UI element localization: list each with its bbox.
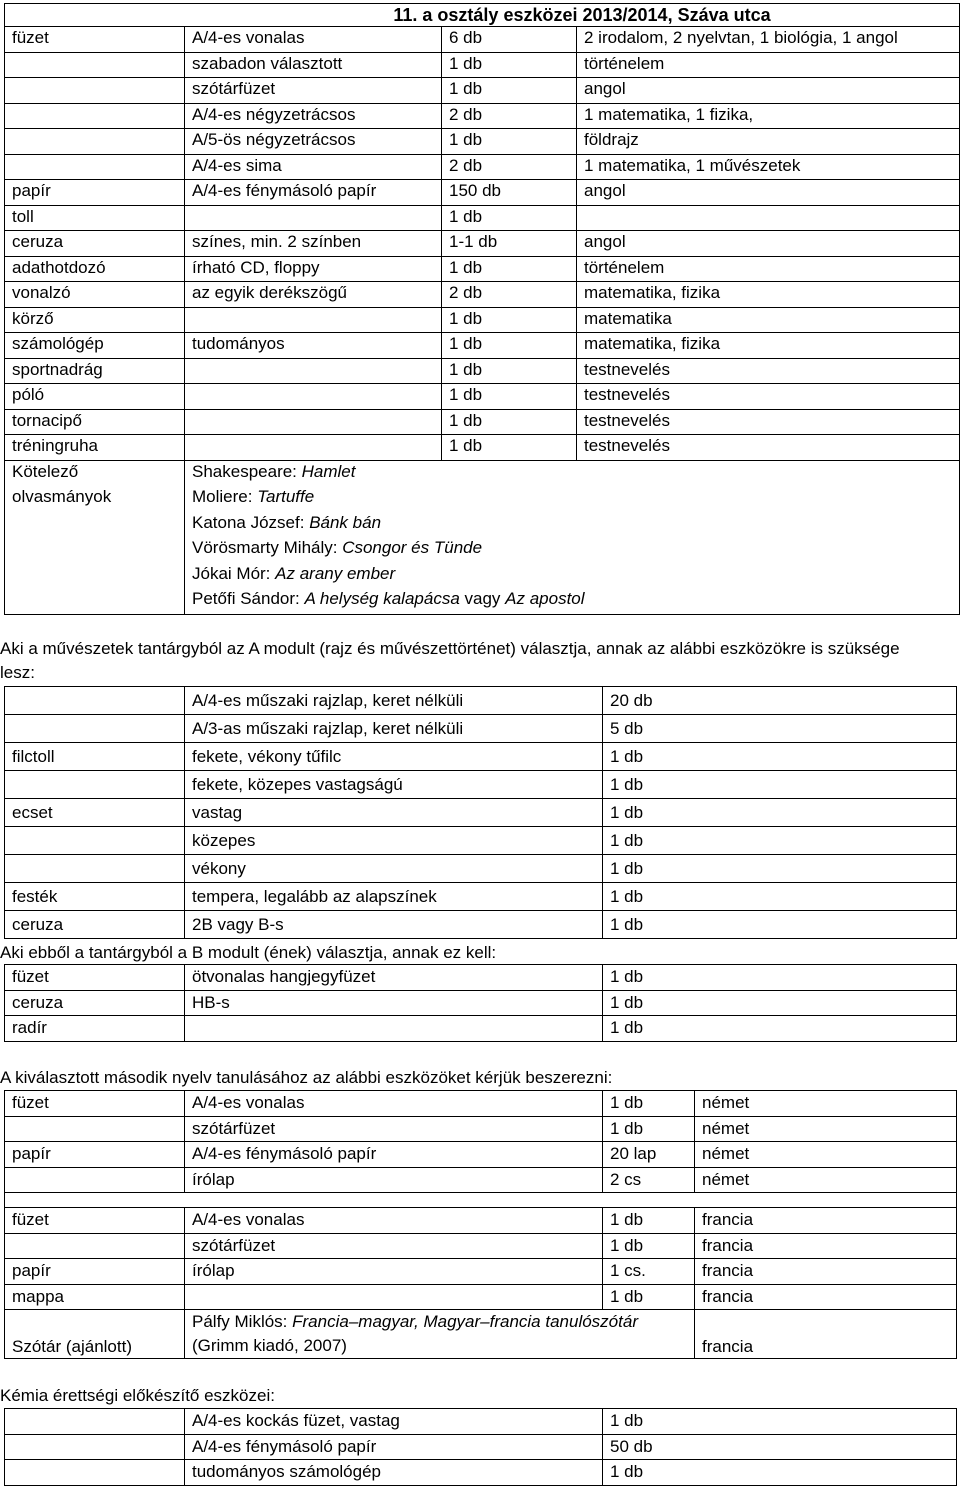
reading-item: Moliere: Tartuffe — [185, 486, 960, 512]
table-row — [5, 1091, 957, 1117]
main-equipment-table — [4, 3, 960, 615]
subject-cell: matematika, fizika — [577, 333, 960, 359]
lang-intro: A kiválasztott második nyelv tanulásához az alábbi eszközöket kérjük beszerezni: — [0, 1068, 613, 1087]
item-cell: füzet — [5, 965, 185, 991]
item-cell: ceruza — [5, 990, 185, 1016]
reading-item: Jókai Mór: Az arany ember — [185, 563, 960, 589]
table-row — [5, 883, 957, 911]
readings-row — [5, 588, 960, 614]
table-row — [5, 990, 957, 1016]
item-cell — [5, 855, 185, 883]
quantity-cell: 50 db — [603, 1434, 957, 1460]
subject-cell: 1 matematika, 1 fizika, — [577, 103, 960, 129]
item-cell: festék — [5, 883, 185, 911]
subject-cell: testnevelés — [577, 409, 960, 435]
table-row — [5, 282, 960, 308]
quantity-cell: 1 db — [603, 771, 957, 799]
table-row — [5, 1016, 957, 1042]
language-cell: francia — [695, 1233, 957, 1259]
table-row — [5, 52, 960, 78]
item-cell: körző — [5, 307, 185, 333]
readings-label-line1: Kötelező — [5, 460, 185, 486]
item-cell: papír — [5, 180, 185, 206]
language-table — [4, 1090, 957, 1359]
spec-cell: A/4-es vonalas — [185, 27, 442, 53]
item-cell — [5, 771, 185, 799]
table-row — [5, 1434, 957, 1460]
item-cell: radír — [5, 1016, 185, 1042]
item-cell — [5, 1434, 185, 1460]
table-row — [5, 256, 960, 282]
language-cell: francia — [695, 1259, 957, 1285]
spec-cell: tudományos számológép — [185, 1460, 603, 1486]
subject-cell — [577, 205, 960, 231]
language-cell: német — [695, 1167, 957, 1193]
chem-table — [4, 1408, 957, 1486]
spec-cell: A/4-es fénymásoló papír — [185, 1142, 603, 1168]
art-intro-line2: lesz: — [0, 663, 35, 682]
table-row — [5, 799, 957, 827]
item-cell: ceruza — [5, 911, 185, 939]
language-cell: német — [695, 1142, 957, 1168]
spec-cell — [185, 1284, 603, 1310]
table-row — [5, 1116, 957, 1142]
table-row — [5, 78, 960, 104]
quantity-cell: 1 db — [603, 1116, 695, 1142]
quantity-cell: 1 db — [603, 855, 957, 883]
table-row — [5, 1460, 957, 1486]
dictionary-label: Szótár (ajánlott) — [5, 1310, 185, 1359]
table-row — [5, 855, 957, 883]
spec-cell: A/4-es vonalas — [185, 1208, 603, 1234]
quantity-cell: 2 db — [442, 282, 577, 308]
readings-row — [5, 486, 960, 512]
spec-cell: A/4-es négyzetrácsos — [185, 103, 442, 129]
spec-cell: tudományos — [185, 333, 442, 359]
spec-cell: írólap — [185, 1259, 603, 1285]
spec-cell: írható CD, floppy — [185, 256, 442, 282]
readings-row — [5, 563, 960, 589]
spec-cell — [185, 435, 442, 461]
spec-cell — [185, 307, 442, 333]
quantity-cell: 1 db — [442, 435, 577, 461]
item-cell — [5, 1460, 185, 1486]
item-cell — [5, 1409, 185, 1435]
quantity-cell: 1 db — [603, 1409, 957, 1435]
spacer-row — [5, 1193, 957, 1208]
quantity-cell: 1 db — [603, 1284, 695, 1310]
table-row — [5, 409, 960, 435]
readings-label-empty — [5, 563, 185, 589]
item-cell — [5, 827, 185, 855]
reading-item: Shakespeare: Hamlet — [185, 460, 960, 486]
item-cell — [5, 129, 185, 155]
chem-intro: Kémia érettségi előkészítő eszközei: — [0, 1386, 275, 1405]
item-cell: füzet — [5, 27, 185, 53]
spec-cell: ötvonalas hangjegyfüzet — [185, 965, 603, 991]
spec-cell: vékony — [185, 855, 603, 883]
main-rows — [5, 27, 960, 461]
art-intro — [0, 637, 900, 685]
spec-cell — [185, 1016, 603, 1042]
table-row — [5, 384, 960, 410]
quantity-cell: 1 db — [603, 911, 957, 939]
quantity-cell: 2 cs — [603, 1167, 695, 1193]
quantity-cell: 5 db — [603, 715, 957, 743]
subject-cell: történelem — [577, 256, 960, 282]
table-row — [5, 715, 957, 743]
table-row — [5, 1409, 957, 1435]
subject-cell: történelem — [577, 52, 960, 78]
quantity-cell: 1 cs. — [603, 1259, 695, 1285]
table-row — [5, 358, 960, 384]
item-cell: számológép — [5, 333, 185, 359]
subject-cell: angol — [577, 78, 960, 104]
item-cell — [5, 1233, 185, 1259]
item-cell — [5, 1167, 185, 1193]
quantity-cell: 20 db — [603, 687, 957, 715]
table-row — [5, 1208, 957, 1234]
spec-cell: 2B vagy B-s — [185, 911, 603, 939]
item-cell: tornacipő — [5, 409, 185, 435]
title-row — [5, 4, 960, 27]
spec-cell: A/4-es fénymásoló papír — [185, 180, 442, 206]
item-cell — [5, 715, 185, 743]
subject-cell: matematika — [577, 307, 960, 333]
spec-cell: tempera, legalább az alapszínek — [185, 883, 603, 911]
item-cell — [5, 78, 185, 104]
spec-cell: írólap — [185, 1167, 603, 1193]
readings-row — [5, 512, 960, 538]
spec-cell: fekete, közepes vastagságú — [185, 771, 603, 799]
subject-cell: matematika, fizika — [577, 282, 960, 308]
dictionary-row — [5, 1310, 957, 1359]
language-cell: német — [695, 1091, 957, 1117]
quantity-cell: 1 db — [603, 1091, 695, 1117]
table-row — [5, 687, 957, 715]
item-cell: adathotdozó — [5, 256, 185, 282]
language-cell: francia — [695, 1208, 957, 1234]
item-cell — [5, 687, 185, 715]
spec-cell: A/5-ös négyzetrácsos — [185, 129, 442, 155]
subject-cell: angol — [577, 231, 960, 257]
quantity-cell: 1 db — [603, 1016, 957, 1042]
dictionary-subject: francia — [695, 1310, 957, 1359]
item-cell: füzet — [5, 1208, 185, 1234]
table-row — [5, 1167, 957, 1193]
item-cell: ceruza — [5, 231, 185, 257]
quantity-cell: 1 db — [603, 1208, 695, 1234]
subject-cell: földrajz — [577, 129, 960, 155]
spec-cell: HB-s — [185, 990, 603, 1016]
quantity-cell: 2 db — [442, 154, 577, 180]
quantity-cell: 1 db — [442, 256, 577, 282]
spec-cell: az egyik derékszögű — [185, 282, 442, 308]
quantity-cell: 1 db — [442, 307, 577, 333]
table-row — [5, 771, 957, 799]
music-table — [4, 964, 957, 1042]
page-title: 11. a osztály eszközei 2013/2014, Száva utca — [5, 4, 960, 27]
table-row — [5, 911, 957, 939]
readings-label-line2: olvasmányok — [5, 486, 185, 512]
quantity-cell: 1 db — [603, 799, 957, 827]
reading-item: Vörösmarty Mihály: Csongor és Tünde — [185, 537, 960, 563]
spec-cell: fekete, vékony tűfilc — [185, 743, 603, 771]
table-row — [5, 180, 960, 206]
spec-cell: közepes — [185, 827, 603, 855]
spec-cell: A/3-as műszaki rajzlap, keret nélküli — [185, 715, 603, 743]
table-row — [5, 307, 960, 333]
table-row — [5, 231, 960, 257]
quantity-cell: 20 lap — [603, 1142, 695, 1168]
quantity-cell: 1-1 db — [442, 231, 577, 257]
quantity-cell: 1 db — [603, 965, 957, 991]
quantity-cell: 1 db — [442, 52, 577, 78]
language-cell: francia — [695, 1284, 957, 1310]
table-row — [5, 965, 957, 991]
subject-cell: 1 matematika, 1 művészetek — [577, 154, 960, 180]
table-row — [5, 1284, 957, 1310]
quantity-cell: 150 db — [442, 180, 577, 206]
subject-cell: 2 irodalom, 2 nyelvtan, 1 biológia, 1 angol — [577, 27, 960, 53]
readings-label-empty — [5, 588, 185, 614]
table-row — [5, 333, 960, 359]
item-cell: tréningruha — [5, 435, 185, 461]
item-cell: sportnadrág — [5, 358, 185, 384]
quantity-cell: 1 db — [442, 358, 577, 384]
item-cell: vonalzó — [5, 282, 185, 308]
spec-cell: szabadon választott — [185, 52, 442, 78]
table-row — [5, 743, 957, 771]
item-cell: papír — [5, 1259, 185, 1285]
table-row — [5, 27, 960, 53]
spec-cell — [185, 358, 442, 384]
readings-row — [5, 537, 960, 563]
table-row — [5, 1142, 957, 1168]
quantity-cell: 6 db — [442, 27, 577, 53]
item-cell: füzet — [5, 1091, 185, 1117]
table-row — [5, 129, 960, 155]
spec-cell: szótárfüzet — [185, 78, 442, 104]
quantity-cell: 1 db — [603, 990, 957, 1016]
subject-cell: testnevelés — [577, 384, 960, 410]
item-cell — [5, 103, 185, 129]
quantity-cell: 1 db — [442, 409, 577, 435]
music-intro: Aki ebből a tantárgyból a B modult (ének) választja, annak ez kell: — [0, 943, 497, 962]
dictionary-title: Pálfy Miklós: Francia–magyar, Magyar–francia tanulószótár (Grimm kiadó, 2007) — [185, 1310, 695, 1359]
spec-cell: A/4-es műszaki rajzlap, keret nélküli — [185, 687, 603, 715]
item-cell: mappa — [5, 1284, 185, 1310]
quantity-cell: 1 db — [603, 883, 957, 911]
quantity-cell: 1 db — [442, 333, 577, 359]
item-cell — [5, 154, 185, 180]
spec-cell: szótárfüzet — [185, 1233, 603, 1259]
art-table — [4, 686, 957, 939]
spec-cell: színes, min. 2 színben — [185, 231, 442, 257]
readings-label-empty — [5, 512, 185, 538]
item-cell: ecset — [5, 799, 185, 827]
table-row — [5, 103, 960, 129]
readings-row — [5, 460, 960, 486]
readings-label-empty — [5, 537, 185, 563]
spec-cell — [185, 384, 442, 410]
item-cell — [5, 1116, 185, 1142]
quantity-cell: 1 db — [442, 129, 577, 155]
spec-cell: szótárfüzet — [185, 1116, 603, 1142]
table-row — [5, 1233, 957, 1259]
spec-cell: A/4-es sima — [185, 154, 442, 180]
quantity-cell: 1 db — [603, 827, 957, 855]
art-intro-line1: Aki a művészetek tantárgyból az A modult (rajz és művészettörténet) választja, annak az alábbi eszközökre is szüksége — [0, 639, 900, 658]
table-row — [5, 827, 957, 855]
subject-cell: angol — [577, 180, 960, 206]
spec-cell: A/4-es vonalas — [185, 1091, 603, 1117]
quantity-cell: 1 db — [603, 743, 957, 771]
reading-item: Petőfi Sándor: A helység kalapácsa vagy Az apostol — [185, 588, 960, 614]
quantity-cell: 1 db — [442, 205, 577, 231]
quantity-cell: 1 db — [603, 1460, 957, 1486]
spec-cell — [185, 205, 442, 231]
table-row — [5, 435, 960, 461]
quantity-cell: 1 db — [442, 78, 577, 104]
subject-cell: testnevelés — [577, 358, 960, 384]
quantity-cell: 2 db — [442, 103, 577, 129]
table-row — [5, 1259, 957, 1285]
item-cell: toll — [5, 205, 185, 231]
table-row — [5, 205, 960, 231]
spec-cell: vastag — [185, 799, 603, 827]
item-cell: póló — [5, 384, 185, 410]
item-cell: papír — [5, 1142, 185, 1168]
item-cell: filctoll — [5, 743, 185, 771]
language-cell: német — [695, 1116, 957, 1142]
spec-cell: A/4-es fénymásoló papír — [185, 1434, 603, 1460]
reading-item: Katona József: Bánk bán — [185, 512, 960, 538]
quantity-cell: 1 db — [603, 1233, 695, 1259]
item-cell — [5, 52, 185, 78]
quantity-cell: 1 db — [442, 384, 577, 410]
spec-cell: A/4-es kockás füzet, vastag — [185, 1409, 603, 1435]
table-row — [5, 154, 960, 180]
spec-cell — [185, 409, 442, 435]
subject-cell: testnevelés — [577, 435, 960, 461]
